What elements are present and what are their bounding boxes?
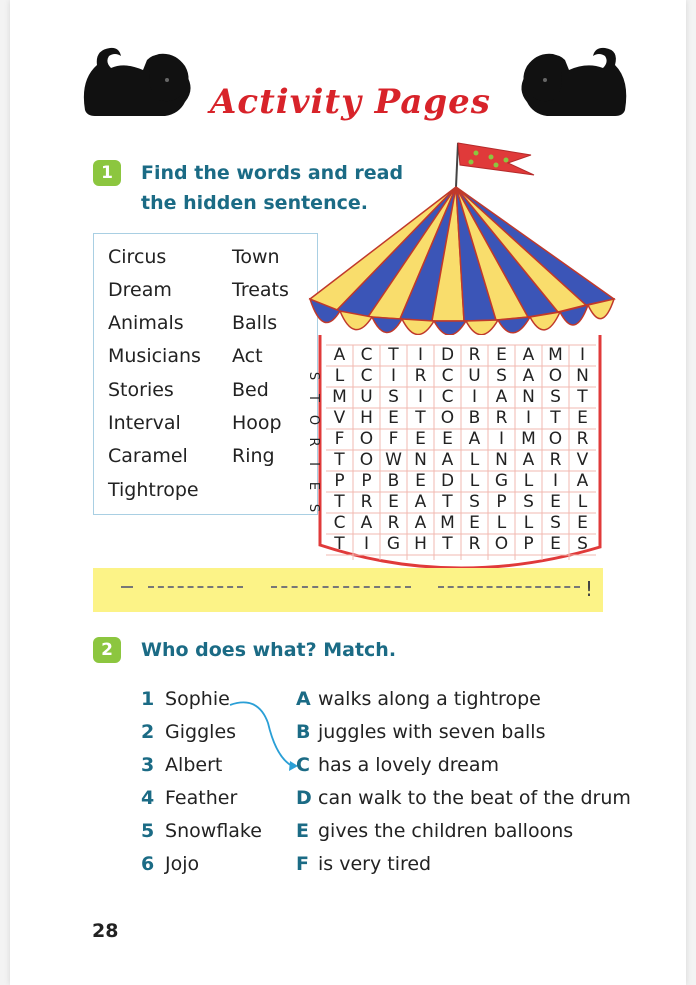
answer-blank [438,586,580,588]
side-letter: S [306,371,321,381]
grid-letter[interactable]: C [333,513,346,533]
grid-letter[interactable]: A [495,387,508,407]
grid-letter[interactable]: B [468,408,481,428]
side-letter: S [306,503,321,513]
match-action-item[interactable]: D can walk to the beat of the drum [296,787,631,809]
grid-letter[interactable]: E [415,471,426,491]
grid-letter[interactable]: V [333,408,346,428]
match-action-item[interactable]: A walks along a tightrope [296,688,541,710]
grid-letter[interactable]: F [388,429,399,449]
grid-letter[interactable]: T [550,408,561,428]
grid-letter[interactable]: M [440,513,455,533]
grid-letter[interactable]: R [468,345,481,365]
grid-letter[interactable]: B [387,471,400,491]
exercise1-heading-line2: the hidden sentence. [141,192,368,214]
grid-letter[interactable]: N [576,366,589,386]
grid-letter[interactable]: L [523,513,534,533]
grid-letter[interactable]: L [469,450,480,470]
grid-letter[interactable]: E [550,534,561,554]
grid-letter[interactable]: N [522,387,535,407]
grid-letter[interactable]: C [360,366,373,386]
grid-letter[interactable]: T [577,387,588,407]
grid-letter[interactable]: S [388,387,399,407]
grid-letter[interactable]: R [495,408,508,428]
word-list-box [93,233,318,515]
word-list-item: Treats [232,279,289,301]
word-list-item: Ring [232,445,275,467]
word-list-item: Balls [232,312,278,334]
grid-letter[interactable]: I [525,408,531,428]
grid-letter[interactable]: R [468,534,481,554]
grid-letter[interactable]: R [576,429,589,449]
word-list-item: Interval [108,412,181,434]
grid-letter[interactable]: R [414,366,427,386]
grid-letter[interactable]: C [360,345,373,365]
grid-letter[interactable]: A [360,513,373,533]
grid-letter[interactable]: T [442,534,453,554]
grid-letter[interactable]: W [385,450,402,470]
word-list-item: Caramel [108,445,188,467]
grid-letter[interactable]: R [360,492,373,512]
grid-letter[interactable]: D [440,345,455,365]
side-letter: O [306,414,321,426]
grid-letter[interactable]: U [360,387,373,407]
grid-letter[interactable]: A [333,345,346,365]
grid-letter[interactable]: I [390,366,396,386]
grid-letter[interactable]: I [363,534,369,554]
grid-letter[interactable]: S [469,492,480,512]
grid-letter[interactable]: S [550,387,561,407]
grid-letter[interactable]: V [576,450,589,470]
grid-letter[interactable]: O [548,366,563,386]
grid-letter[interactable]: A [468,429,481,449]
grid-letter[interactable]: E [550,492,561,512]
grid-letter[interactable]: O [359,429,374,449]
grid-letter[interactable]: E [415,429,426,449]
grid-letter[interactable]: M [521,429,536,449]
match-name-item[interactable]: 2 Giggles [141,721,237,743]
grid-letter[interactable]: F [334,429,345,449]
grid-letter[interactable]: I [552,471,558,491]
grid-letter[interactable]: O [359,450,374,470]
answer-blank [121,586,133,588]
grid-letter[interactable]: U [468,366,481,386]
answer-exclamation: ! [585,577,594,601]
side-letter: E [306,481,321,491]
match-name-item[interactable]: 3 Albert [141,754,223,776]
word-list-item: Bed [232,379,269,401]
grid-letter[interactable]: O [440,408,455,428]
grid-letter[interactable]: G [386,534,401,554]
match-name-item[interactable]: 5 Snowflake [141,820,262,842]
example-match-arrow [228,695,303,780]
exercise1-heading-line1: Find the words and read [141,162,404,184]
side-letter: T [306,394,321,402]
grid-letter[interactable]: E [388,408,399,428]
grid-letter[interactable]: N [495,450,508,470]
hidden-sentence-answer-line[interactable] [93,568,603,612]
grid-letter[interactable]: I [471,387,477,407]
match-action-item[interactable]: B juggles with seven balls [296,721,546,743]
match-action-item[interactable]: C has a lovely dream [296,754,500,776]
grid-letter[interactable]: A [522,450,535,470]
grid-letter[interactable]: E [496,345,507,365]
grid-letter[interactable]: P [523,534,534,554]
grid-letter[interactable]: H [414,534,427,554]
grid-letter[interactable]: A [414,492,427,512]
grid-letter[interactable]: M [332,387,347,407]
match-action-item[interactable]: E gives the children balloons [296,820,574,842]
grid-letter[interactable]: A [441,450,454,470]
grid-letter[interactable]: P [496,492,507,512]
grid-letter[interactable]: T [442,492,453,512]
grid-letter[interactable]: S [550,513,561,533]
grid-letter[interactable]: E [577,408,588,428]
grid-letter[interactable]: S [577,534,588,554]
lion-silhouette-icon [515,40,635,120]
page-number: 28 [92,920,119,942]
grid-letter[interactable]: R [549,450,562,470]
answer-blank [271,586,411,588]
page-title: Activity Pages [210,82,491,122]
word-search-grid [326,345,596,555]
side-letter: R [306,437,321,447]
exercise-number-badge: 2 [93,637,121,663]
grid-letter[interactable]: P [334,471,345,491]
grid-letter[interactable]: M [548,345,563,365]
word-list-item: Hoop [232,412,282,434]
match-name-item[interactable]: 1 Sophie [141,688,230,710]
word-list-item: Stories [108,379,174,401]
word-list-item: Dream [108,279,172,301]
grid-letter[interactable]: P [361,471,372,491]
word-list-item: Musicians [108,345,201,367]
grid-letter[interactable]: I [579,345,585,365]
lion-silhouette-icon [75,40,205,120]
grid-letter[interactable]: G [494,471,509,491]
grid-letter[interactable]: C [441,366,454,386]
word-list-item: Act [232,345,263,367]
grid-letter[interactable]: S [496,366,507,386]
grid-letter[interactable]: E [388,492,399,512]
grid-letter[interactable]: D [440,471,455,491]
grid-letter[interactable]: L [469,471,480,491]
grid-letter[interactable]: T [334,492,345,512]
grid-letter[interactable]: T [388,345,399,365]
word-list-item: Town [232,246,280,268]
tent-side-letters [306,365,320,519]
grid-letter[interactable]: I [417,387,423,407]
grid-letter[interactable]: E [469,513,480,533]
grid-letter[interactable]: I [498,429,504,449]
match-name-item[interactable]: 6 Jojo [141,853,200,875]
grid-letter[interactable]: O [548,429,563,449]
flag-icon [456,143,534,187]
grid-letter[interactable]: H [360,408,373,428]
grid-letter[interactable]: I [417,345,423,365]
grid-letter[interactable]: N [414,450,427,470]
grid-letter[interactable]: O [494,534,509,554]
activity-page [10,0,686,985]
grid-letter[interactable]: L [523,471,534,491]
grid-letter[interactable]: C [441,387,454,407]
grid-letter[interactable]: T [334,534,345,554]
grid-letter[interactable]: L [577,492,588,512]
grid-letter[interactable]: S [523,492,534,512]
grid-letter[interactable]: A [522,345,535,365]
grid-letter[interactable]: E [577,513,588,533]
match-action-item[interactable]: F is very tired [296,853,432,875]
exercise-number-badge: 1 [93,160,121,186]
side-letter: I [306,462,321,466]
match-name-item[interactable]: 4 Feather [141,787,238,809]
word-list-item: Tightrope [108,479,199,501]
grid-letter[interactable]: L [496,513,507,533]
grid-letter[interactable]: E [442,429,453,449]
answer-blank [148,586,243,588]
grid-letter[interactable]: A [414,513,427,533]
exercise2-heading: Who does what? Match. [141,639,397,661]
grid-letter[interactable]: R [387,513,400,533]
grid-letter[interactable]: T [334,450,345,470]
grid-letter[interactable]: T [415,408,426,428]
grid-letter[interactable]: L [334,366,345,386]
grid-letter[interactable]: A [522,366,535,386]
grid-letter[interactable]: A [576,471,589,491]
word-list-item: Circus [108,246,167,268]
word-list-item: Animals [108,312,184,334]
